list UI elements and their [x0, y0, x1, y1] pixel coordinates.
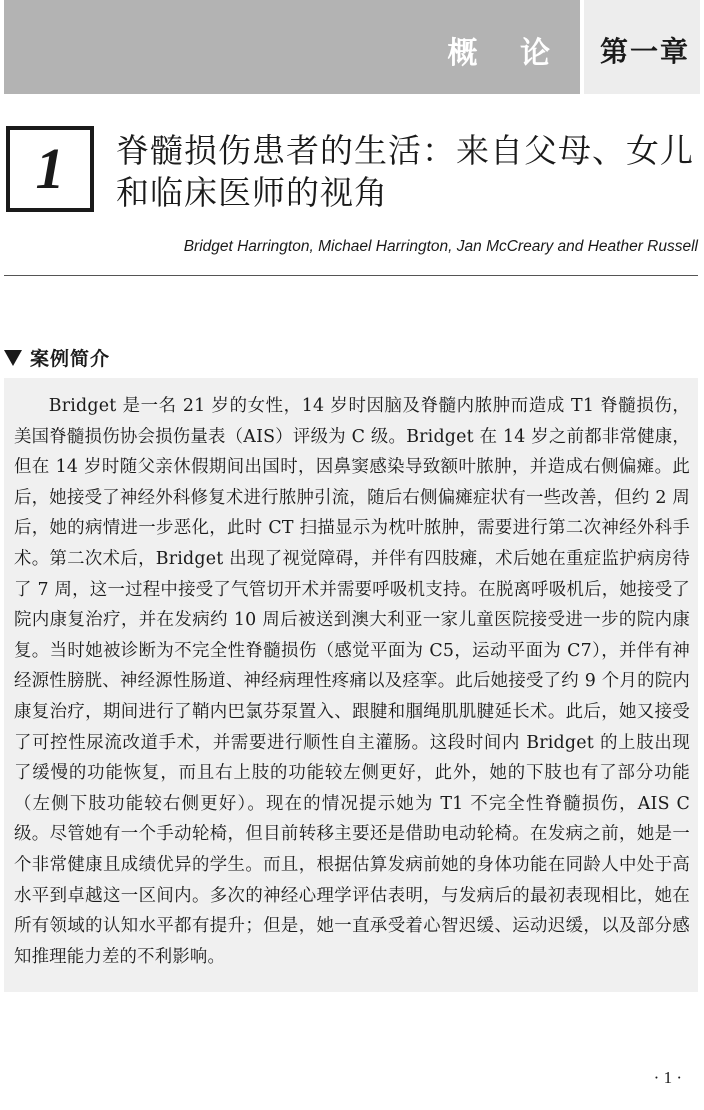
case-summary-text: Bridget 是一名 21 岁的女性，14 岁时因脑及脊髓内脓肿而造成 T1 脊髓损伤，美国脊髓损伤协会损伤量表（AIS）评级为 C 级。Bridget 在 14 岁之前都非常健康，但在 14 岁时随父亲休假期间出国时，因鼻窦感染导致额叶脓肿，并造成右侧偏瘫。此后，她接受了神经外科修复术进行脓肿引流，随后右侧偏瘫症状有一些改善，但约 2 周后，她的病情进一步恶化，此时 CT 扫描显示为枕叶脓肿，需要进行第二次神经外科手术。第二次术后，Bridget 出现了视觉障碍，并伴有四肢瘫，术后她在重症监护病房待了 7 周，这一过程中接受了气管切开术并需要呼吸机支持。在脱离呼吸机后，她接受了院内康复治疗，并在发病约 10 周后被送到澳大利亚一家儿童医院接受进一步的院内康复。当时她被诊断为不完全性脊髓损伤（感觉平面为 C5，运动平面为 C7），并伴有神经源性膀胱、神经源性肠道、神经病理性疼痛以及痉挛。此后她接受了约 9 个月的院内康复治疗，期间进行了鞘内巴氯芬泵置入、跟腱和腘绳肌肌腱延长术。此后，她又接受了可控性尿流改道手术，并需要进行顺性自主灌肠。这段时间内 Bridget 的上肢出现了缓慢的功能恢复，而且右上肢的功能较左侧更好，此外，她的下肢也有了部分功能（左侧下肢功能较右侧更好）。现在的情况提示她为 T1 不完全性脊髓损伤，AIS C 级。尽管她有一个手动轮椅，但目前转移主要还是借助电动轮椅。在发病之前，她是一个非常健康且成绩优异的学生。而且，根据估算发病前她的身体功能在同龄人中处于高水平到卓越这一区间内。多次的神经心理学评估表明，与发病后的最初表现相比，她在所有领域的认知水平都有提升；但是，她一直承受着心智迟缓、运动迟缓，以及部分感知推理能力差的不利影响。 — [14, 396, 690, 967]
part-title: 概 论 — [447, 36, 566, 71]
chapter-header-band — [4, 0, 700, 94]
chapter-authors: Bridget Harrington, Michael Harrington, Jan McCreary and Heather Russell — [183, 238, 698, 255]
page-number: · 1 · — [653, 1068, 682, 1087]
chapter-number-box — [6, 126, 94, 212]
chapter-number: 1 — [35, 136, 65, 201]
section-heading — [4, 344, 110, 371]
chapter-title: 脊髓损伤患者的生活：来自父母、女儿和临床医师的视角 — [116, 131, 694, 212]
divider-rule — [4, 275, 698, 276]
case-summary-box — [4, 378, 698, 992]
chapter-label: 第一章 — [599, 35, 690, 68]
section-heading-label: 案例简介 — [30, 348, 111, 370]
down-triangle-icon — [4, 350, 22, 366]
